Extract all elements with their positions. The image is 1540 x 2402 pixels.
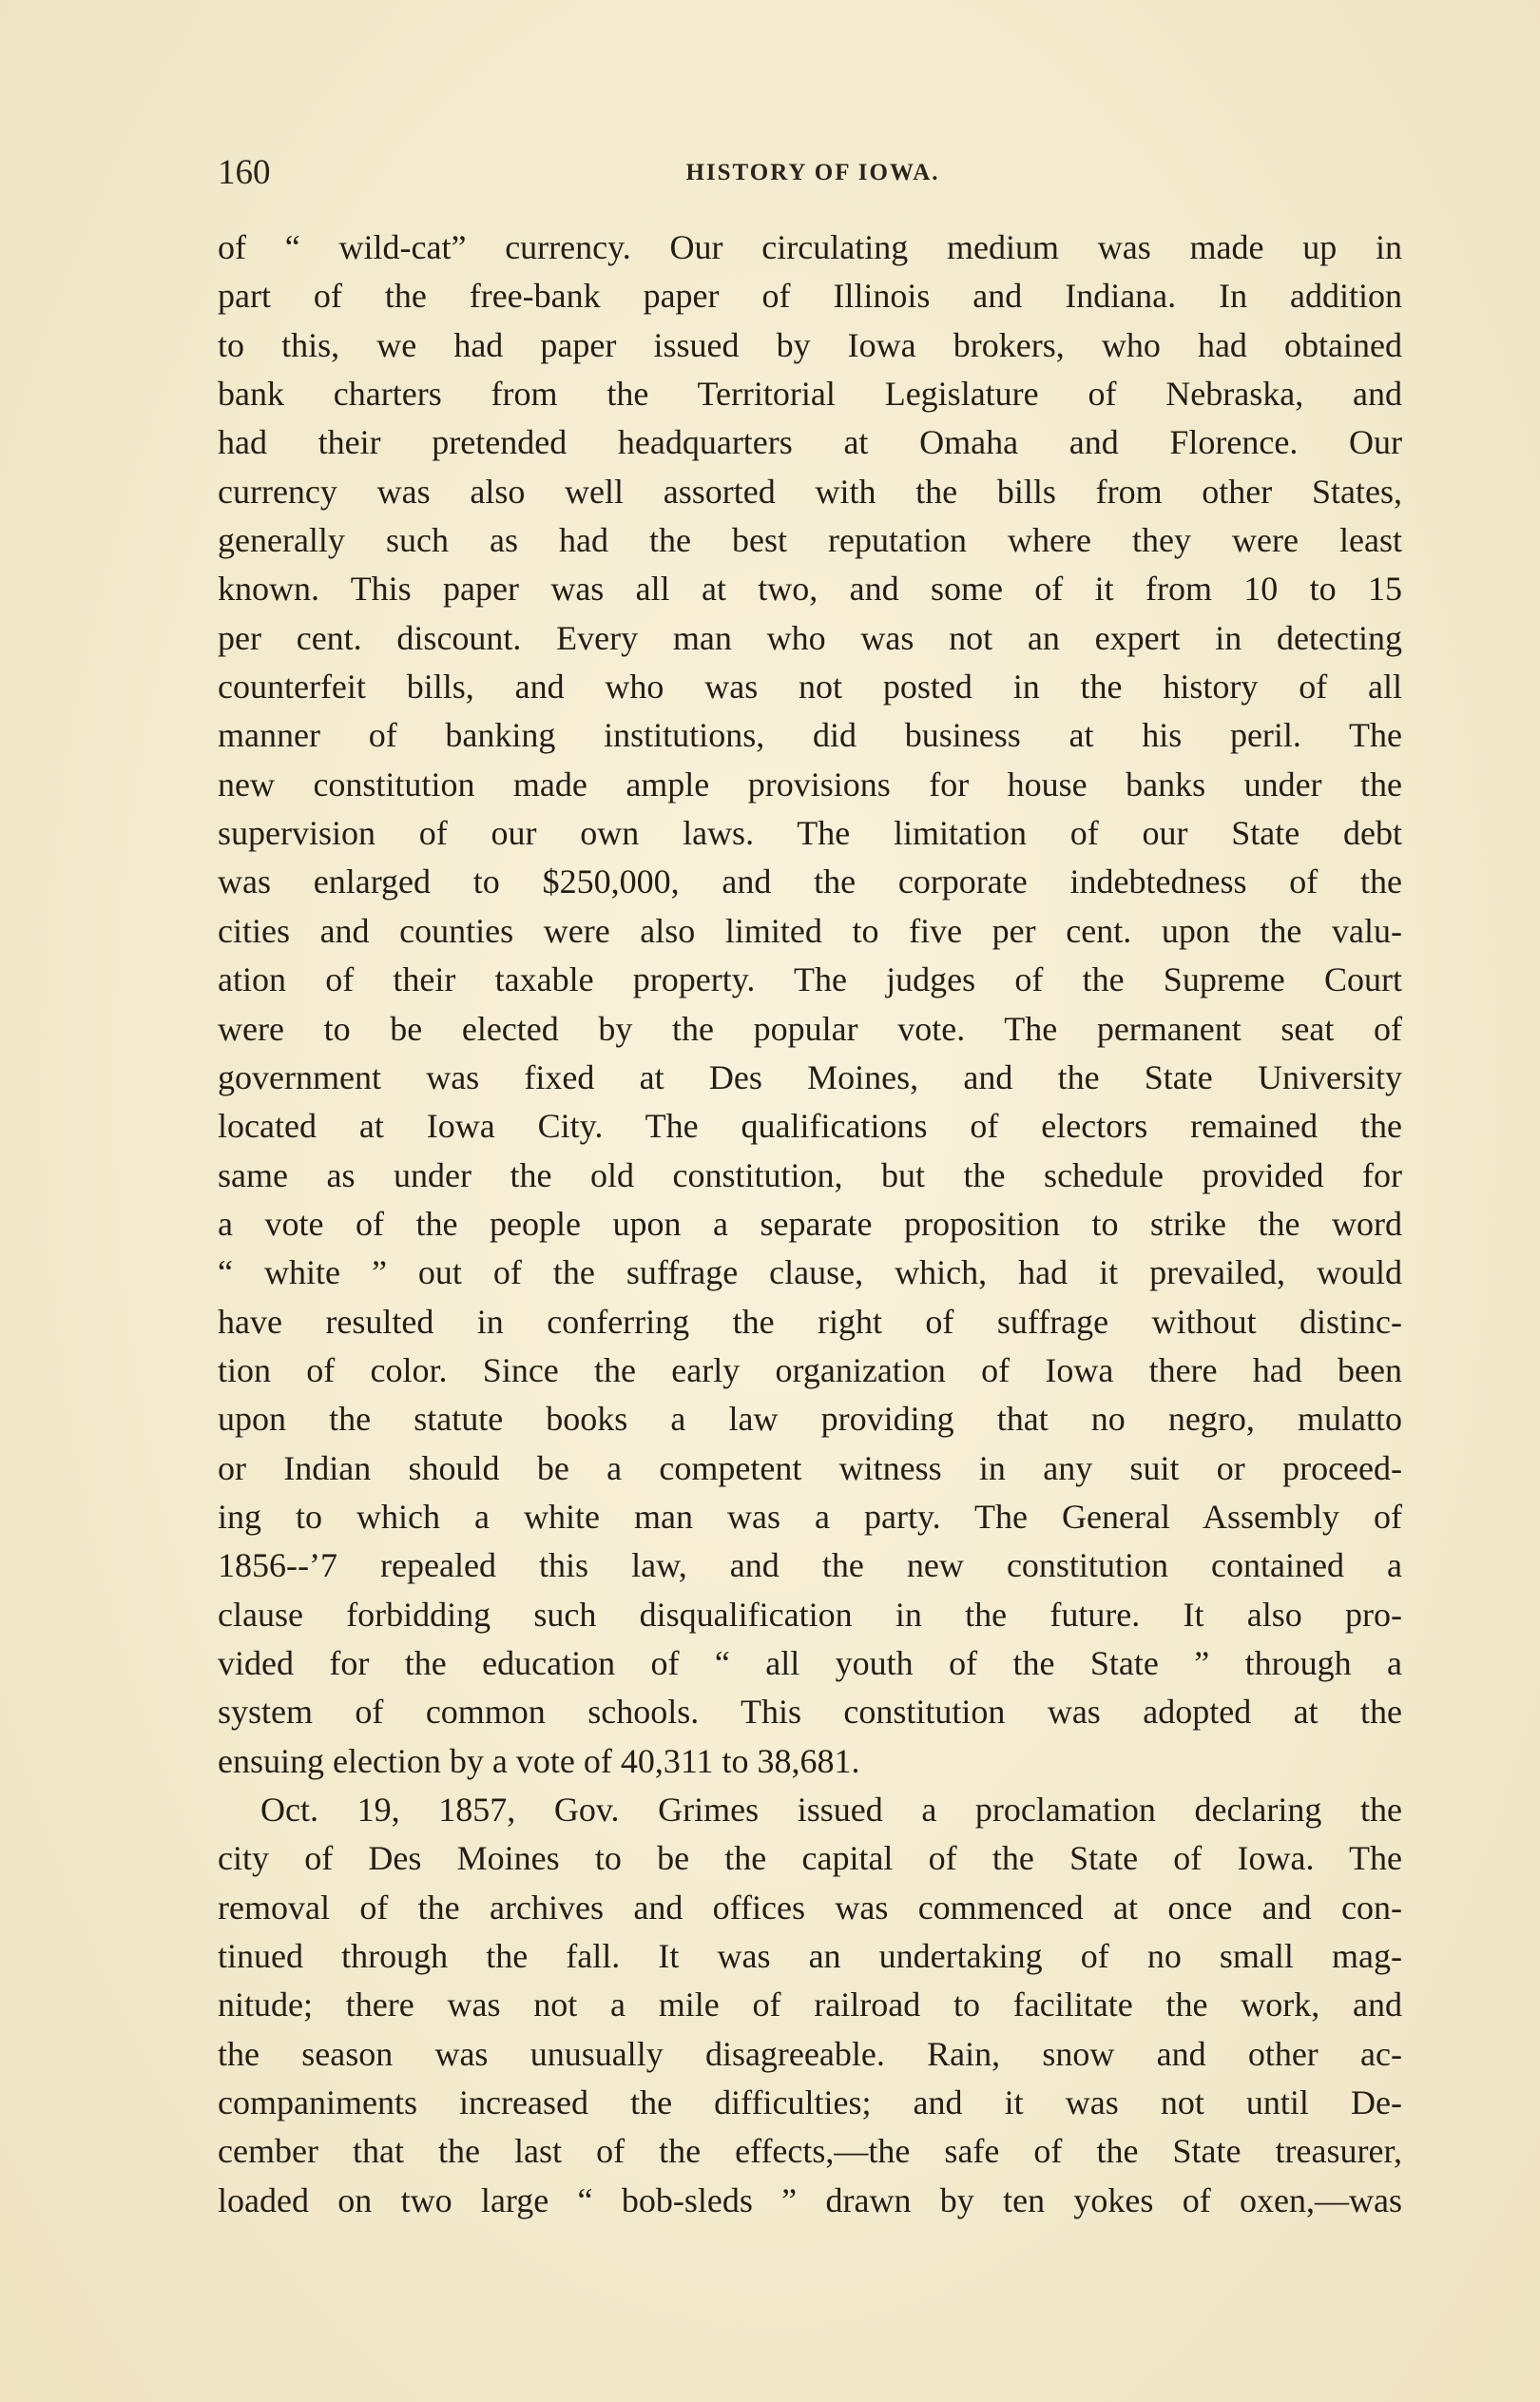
text-line-paragraph-start: Oct. 19, 1857, Gov. Grimes issued a proclamation declaring the [260, 1791, 1402, 1829]
text-line: tinued through the fall. It was an undertaking of no small mag- [218, 1937, 1402, 1976]
text-line: had their pretended headquarters at Omaha and Florence. Our [218, 423, 1402, 462]
text-line: ing to which a white man was a party. The General Assembly of [218, 1497, 1402, 1536]
page-number: 160 [218, 153, 271, 192]
text-line: or Indian should be a competent witness in any suit or proceed- [218, 1448, 1402, 1487]
text-line: 1856--’7 repealed this law, and the new constitution contained a [218, 1546, 1402, 1585]
text-line: a vote of the people upon a separate proposition to strike the word [218, 1204, 1402, 1243]
text-line: “ white ” out of the suffrage clause, which, had it prevailed, would [218, 1253, 1402, 1292]
text-line: part of the free-bank paper of Illinois and Indiana. In addition [218, 277, 1402, 316]
running-head: HISTORY OF IOWA. [685, 160, 940, 185]
text-line: city of Des Moines to be the capital of the State of Iowa. The [218, 1839, 1402, 1878]
text-line: loaded on two large “ bob-sleds ” drawn by ten yokes of oxen,—was [218, 2180, 1402, 2219]
text-line: per cent. discount. Every man who was not an expert in detecting [218, 618, 1402, 657]
text-line: system of common schools. This constitution was adopted at the [218, 1693, 1402, 1732]
text-line: companiments increased the difficulties; and it was not until De- [218, 2083, 1402, 2122]
text-line: upon the statute books a law providing that no negro, mulatto [218, 1400, 1402, 1439]
text-line: to this, we had paper issued by Iowa brokers, who had obtained [218, 325, 1402, 364]
text-line: vided for the education of “ all youth of the State ” through a [218, 1643, 1402, 1682]
text-line: removal of the archives and offices was commenced at once and con- [218, 1888, 1402, 1927]
text-line: was enlarged to $250,000, and the corporate indebtedness of the [218, 862, 1402, 901]
text-line: located at Iowa City. The qualifications of electors remained the [218, 1107, 1402, 1146]
text-line: supervision of our own laws. The limitation of our State debt [218, 814, 1402, 853]
text-line: were to be elected by the popular vote. The permanent seat of [218, 1009, 1402, 1048]
text-line: generally such as had the best reputation where they were least [218, 521, 1402, 560]
text-line-paragraph-end: ensuing election by a vote of 40,311 to 38,681. [218, 1741, 860, 1780]
text-line: known. This paper was all at two, and some of it from 10 to 15 [218, 570, 1402, 609]
text-line: counterfeit bills, and who was not posted in the history of all [218, 668, 1402, 707]
text-line: have resulted in conferring the right of suffrage without distinc- [218, 1302, 1402, 1341]
text-line: clause forbidding such disqualification in the future. It also pro- [218, 1595, 1402, 1634]
text-line: the season was unusually disagreeable. Rain, snow and other ac- [218, 2034, 1402, 2073]
text-line: bank charters from the Territorial Legislature of Nebraska, and [218, 375, 1402, 414]
text-line: nitude; there was not a mile of railroad to facilitate the work, and [218, 1986, 1402, 2024]
text-line: of “ wild-cat” currency. Our circulating medium was made up in [218, 228, 1402, 266]
text-line: manner of banking institutions, did business at his peril. The [218, 716, 1402, 755]
page-header [214, 152, 1412, 200]
text-line: same as under the old constitution, but the schedule provided for [218, 1155, 1402, 1194]
text-line: new constitution made ample provisions for house banks under the [218, 765, 1402, 804]
text-line: government was fixed at Des Moines, and the State University [218, 1057, 1402, 1096]
text-line: tion of color. Since the early organization of Iowa there had been [218, 1350, 1402, 1389]
text-line: cities and counties were also limited to five per cent. upon the valu- [218, 911, 1402, 950]
text-line: ation of their taxable property. The judges of the Supreme Court [218, 960, 1402, 999]
body-text [218, 223, 1402, 2225]
text-line: cember that the last of the effects,—the safe of the State treasurer, [218, 2132, 1402, 2171]
text-line: currency was also well assorted with the bills from other States, [218, 472, 1402, 511]
